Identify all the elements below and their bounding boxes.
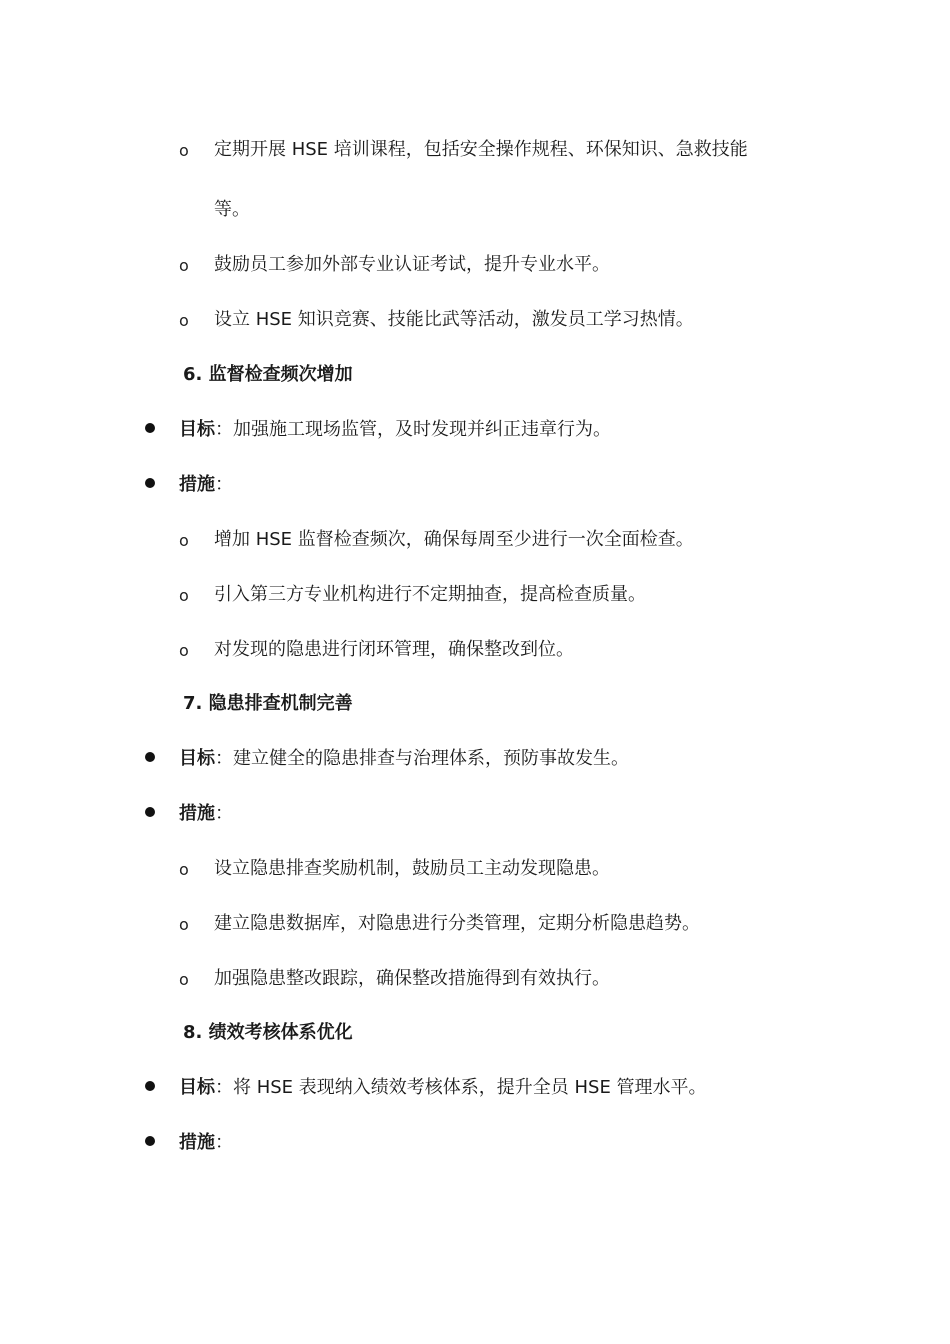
measures-line (179, 802, 233, 826)
measures-label: 措施 (179, 474, 215, 495)
sub-bullet-text: 对发现的隐患进行闭环管理，确保整改到位。 (214, 639, 574, 660)
sub-bullet-text: 引入第三方专业机构进行不定期抽查，提高检查质量。 (214, 584, 646, 605)
sub-bullet-marker: o (179, 641, 189, 660)
sub-bullet-marker: o (179, 141, 189, 160)
measures-label: 措施 (179, 803, 215, 824)
goal-text: ：将 HSE 表现纳入绩效考核体系，提升全员 HSE 管理水平。 (215, 1077, 707, 1098)
sub-bullet-text: 定期开展 HSE 培训课程，包括安全操作规程、环保知识、急救技能 (214, 139, 748, 160)
sub-bullet-marker: o (179, 970, 189, 989)
sub-bullet-text: 增加 HSE 监督检查频次，确保每周至少进行一次全面检查。 (214, 529, 694, 550)
sub-bullet-marker: o (179, 256, 189, 275)
sub-bullet-text: 设立 HSE 知识竞赛、技能比武等活动，激发员工学习热情。 (214, 309, 694, 330)
goal-line (179, 1076, 707, 1100)
sub-bullet-marker: o (179, 915, 189, 934)
bullet-dot-icon (145, 1136, 155, 1146)
sub-bullet-text: 加强隐患整改跟踪，确保整改措施得到有效执行。 (214, 968, 610, 989)
bullet-dot-icon (145, 807, 155, 817)
section-heading: 7. 隐患排查机制完善 (183, 693, 353, 714)
goal-label: 目标 (179, 748, 215, 769)
bullet-dot-icon (145, 423, 155, 433)
section-heading: 6. 监督检查频次增加 (183, 364, 353, 385)
bullet-dot-icon (145, 752, 155, 762)
sub-bullet-marker: o (179, 860, 189, 879)
goal-text: ：加强施工现场监管，及时发现并纠正违章行为。 (215, 419, 611, 440)
measures-label: 措施 (179, 1132, 215, 1153)
measures-line (179, 473, 233, 497)
goal-label: 目标 (179, 419, 215, 440)
sub-bullet-text: 鼓励员工参加外部专业认证考试，提升专业水平。 (214, 254, 610, 275)
sub-bullet-text-continuation: 等。 (214, 199, 250, 220)
sub-bullet-text: 建立隐患数据库，对隐患进行分类管理，定期分析隐患趋势。 (214, 913, 700, 934)
measures-colon: ： (215, 1132, 233, 1153)
goal-line (179, 747, 629, 771)
section-heading: 8. 绩效考核体系优化 (183, 1022, 353, 1043)
goal-label: 目标 (179, 1077, 215, 1098)
measures-colon: ： (215, 803, 233, 824)
goal-text: ：建立健全的隐患排查与治理体系，预防事故发生。 (215, 748, 629, 769)
measures-line (179, 1131, 233, 1155)
sub-bullet-marker: o (179, 586, 189, 605)
sub-bullet-text: 设立隐患排查奖励机制，鼓励员工主动发现隐患。 (214, 858, 610, 879)
bullet-dot-icon (145, 478, 155, 488)
sub-bullet-marker: o (179, 531, 189, 550)
bullet-dot-icon (145, 1081, 155, 1091)
sub-bullet-marker: o (179, 311, 189, 330)
goal-line (179, 418, 611, 442)
measures-colon: ： (215, 474, 233, 495)
